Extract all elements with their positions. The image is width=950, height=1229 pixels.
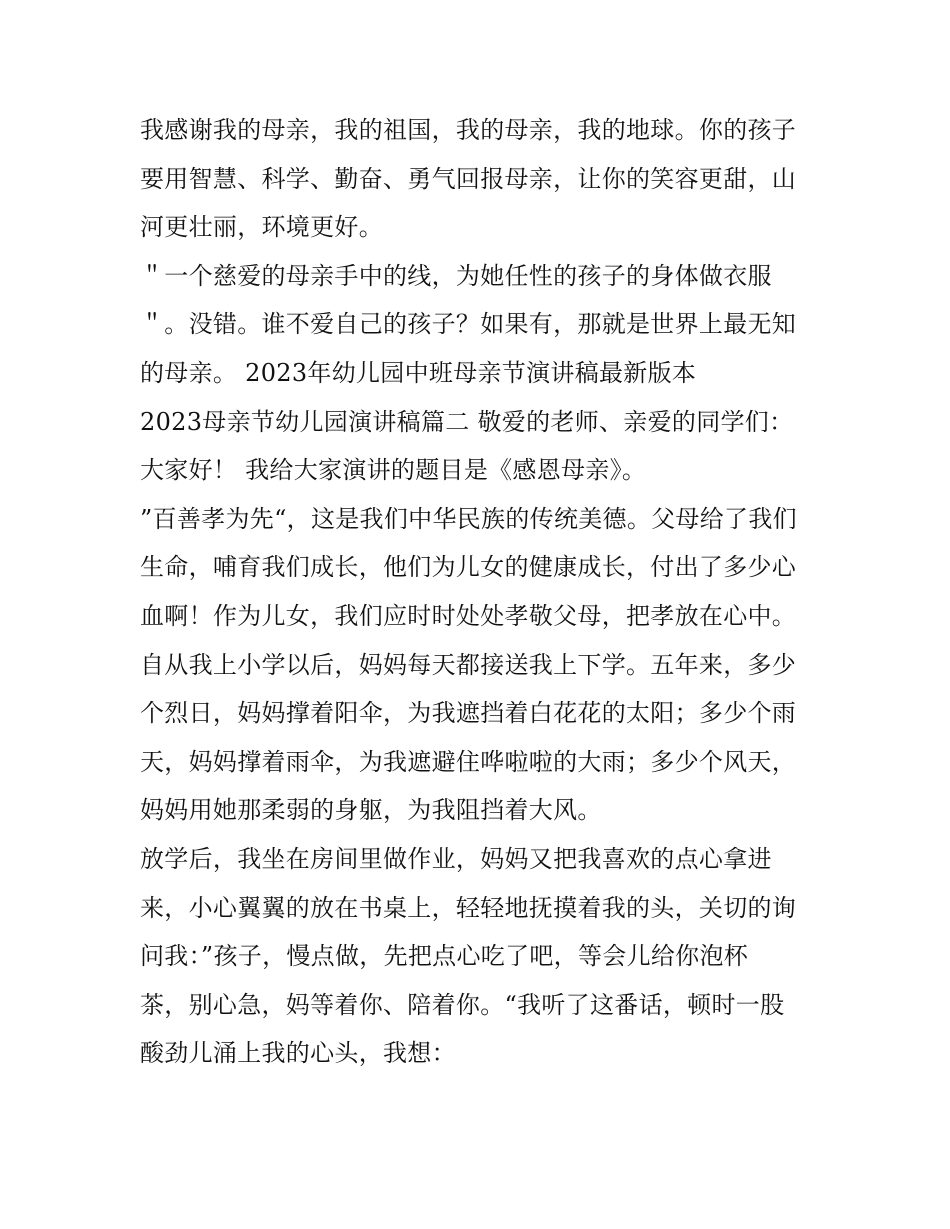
text-line: 天，妈妈撑着雨伞，为我遮避住哗啦啦的大雨；多少个风天， bbox=[140, 747, 797, 776]
text-line: 个烈日，妈妈撑着阳伞，为我遮挡着白花花的太阳；多少个雨 bbox=[140, 699, 797, 728]
text-line: 2023母亲节幼儿园演讲稿篇二 敬爱的老师、亲爱的同学们： bbox=[140, 407, 794, 436]
body-text bbox=[140, 106, 840, 1078]
text-line: 生命，哺育我们成长，他们为儿女的健康成长，付出了多少心 bbox=[140, 553, 797, 582]
text-line: 自从我上小学以后，妈妈每天都接送我上下学。五年来，多少 bbox=[140, 650, 797, 679]
text-line: 妈妈用她那柔弱的身躯，为我阻挡着大风。 bbox=[140, 796, 602, 825]
text-line: 茶，别心急，妈等着你、陪着你。“我听了这番话，顿时一股 bbox=[140, 990, 785, 1019]
text-line: 问我：”孩子，慢点做，先把点心吃了吧，等会儿给你泡杯 bbox=[140, 942, 749, 971]
text-line: 大家好！ 我给大家演讲的题目是《感恩母亲》。 bbox=[140, 456, 647, 485]
text-line: ＂一个慈爱的母亲手中的线，为她任性的孩子的身体做衣服 bbox=[140, 261, 772, 290]
text-line: ＂。没错。谁不爱自己的孩子？如果有，那就是世界上最无知 bbox=[140, 310, 797, 339]
text-line: 的母亲。 2023年幼儿园中班母亲节演讲稿最新版本 bbox=[140, 358, 697, 387]
text-line: 河更壮丽，环境更好。 bbox=[140, 213, 383, 242]
text-line: ”百善孝为先“，这是我们中华民族的传统美德。父母给了我们 bbox=[140, 504, 797, 533]
text-line: 来，小心翼翼的放在书桌上，轻轻地抚摸着我的头，关切的询 bbox=[140, 893, 797, 922]
text-line: 酸劲儿涌上我的心头，我想： bbox=[140, 1039, 456, 1068]
text-line: 放学后，我坐在房间里做作业，妈妈又把我喜欢的点心拿进 bbox=[140, 844, 772, 873]
text-line: 我感谢我的母亲，我的祖国，我的母亲，我的地球。你的孩子 bbox=[140, 116, 797, 144]
text-line: 血啊！作为儿女，我们应时时处处孝敬父母，把孝放在心中。 bbox=[140, 601, 797, 630]
text-line: 要用智慧、科学、勤奋、勇气回报母亲，让你的笑容更甜，山 bbox=[140, 164, 797, 193]
